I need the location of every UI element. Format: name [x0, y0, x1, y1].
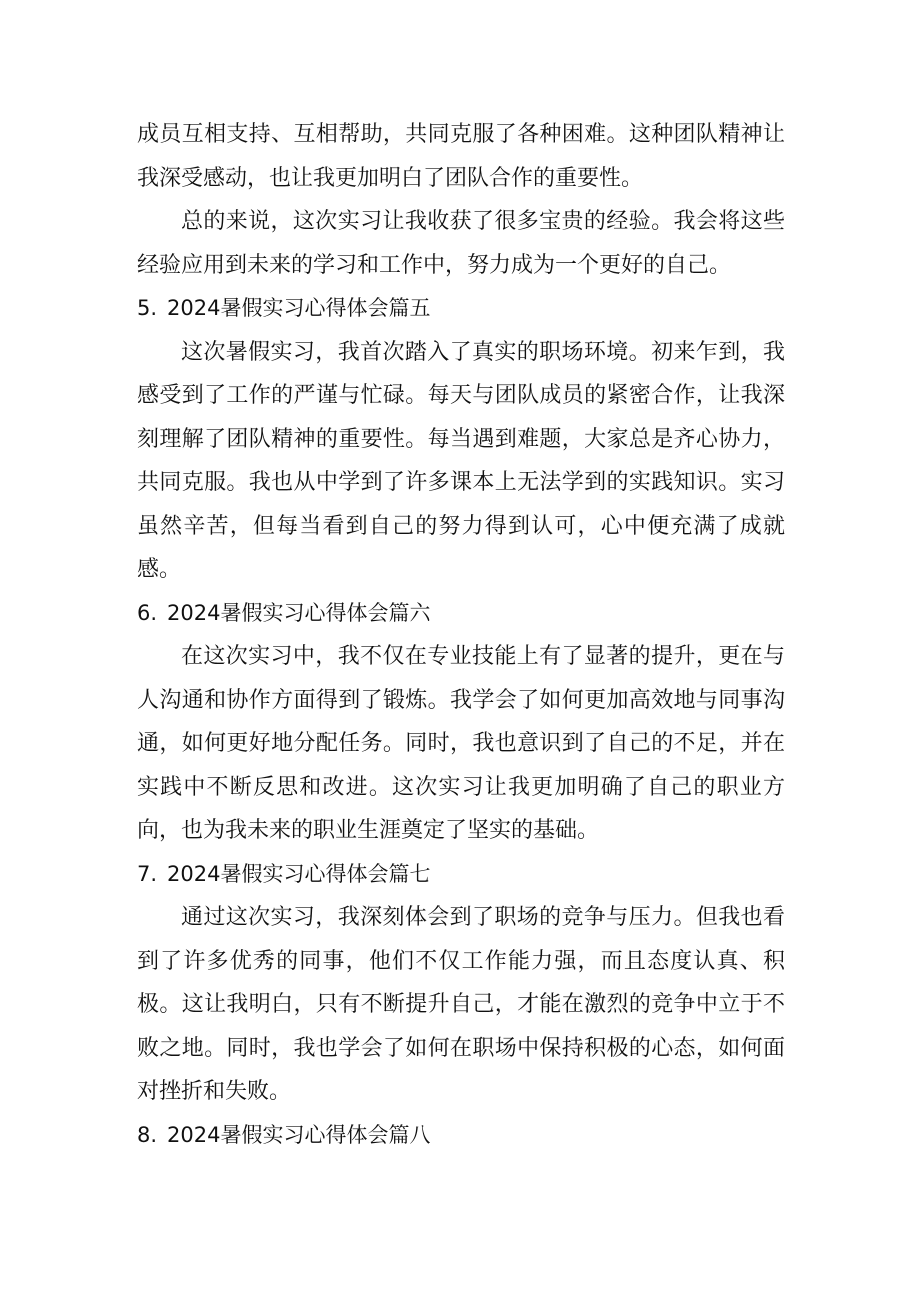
section-heading-6 — [137, 592, 785, 636]
section-heading-5 — [137, 287, 785, 331]
section-title: 2024暑假实习心得体会篇六 — [167, 600, 431, 625]
section-title: 2024暑假实习心得体会篇五 — [167, 296, 431, 320]
section-heading-8 — [137, 1114, 785, 1158]
section-number: 7. — [137, 861, 158, 886]
section-number: 5. — [137, 296, 158, 320]
section-body-6: 在这次实习中，我不仅在专业技能上有了显著的提升，更在与人沟通和协作方面得到了锻炼。我学会了如何更加高效地与同事沟通，如何更好地分配任务。同时，我也意识到了自己的不足，并在实践中不断反思和改进。这次实习让我更加明确了自己的职业方向，也为我未来的职业生涯奠定了坚实的基础。 — [137, 644, 785, 843]
section-title: 2024暑假实习心得体会篇七 — [167, 861, 431, 886]
section-body-5: 这次暑假实习，我首次踏入了真实的职场环境。初来乍到，我感受到了工作的严谨与忙碌。每天与团队成员的紧密合作，让我深刻理解了团队精神的重要性。每当遇到难题，大家总是齐心协力，共同克服。我也从中学到了许多课本上无法学到的实践知识。实习虽然辛苦，但每当看到自己的努力得到认可，心中便充满了成就感。 — [137, 339, 785, 582]
section-heading-7 — [137, 853, 785, 897]
paragraph: 总的来说，这次实习让我收获了很多宝贵的经验。我会将这些经验应用到未来的学习和工作中，努力成为一个更好的自己。 — [137, 209, 785, 278]
section-title: 2024暑假实习心得体会篇八 — [167, 1122, 431, 1147]
document-body — [137, 113, 785, 1157]
section-number: 6. — [137, 600, 158, 625]
section-body-7: 通过这次实习，我深刻体会到了职场的竞争与压力。但我也看到了许多优秀的同事，他们不仅工作能力强，而且态度认真、积极。这让我明白，只有不断提升自己，才能在激烈的竞争中立于不败之地。同时，我也学会了如何在职场中保持积极的心态，如何面对挫折和失败。 — [137, 905, 785, 1104]
paragraph: 成员互相支持、互相帮助，共同克服了各种困难。这种团队精神让我深受感动，也让我更加明白了团队合作的重要性。 — [137, 122, 785, 191]
section-number: 8. — [137, 1122, 158, 1147]
